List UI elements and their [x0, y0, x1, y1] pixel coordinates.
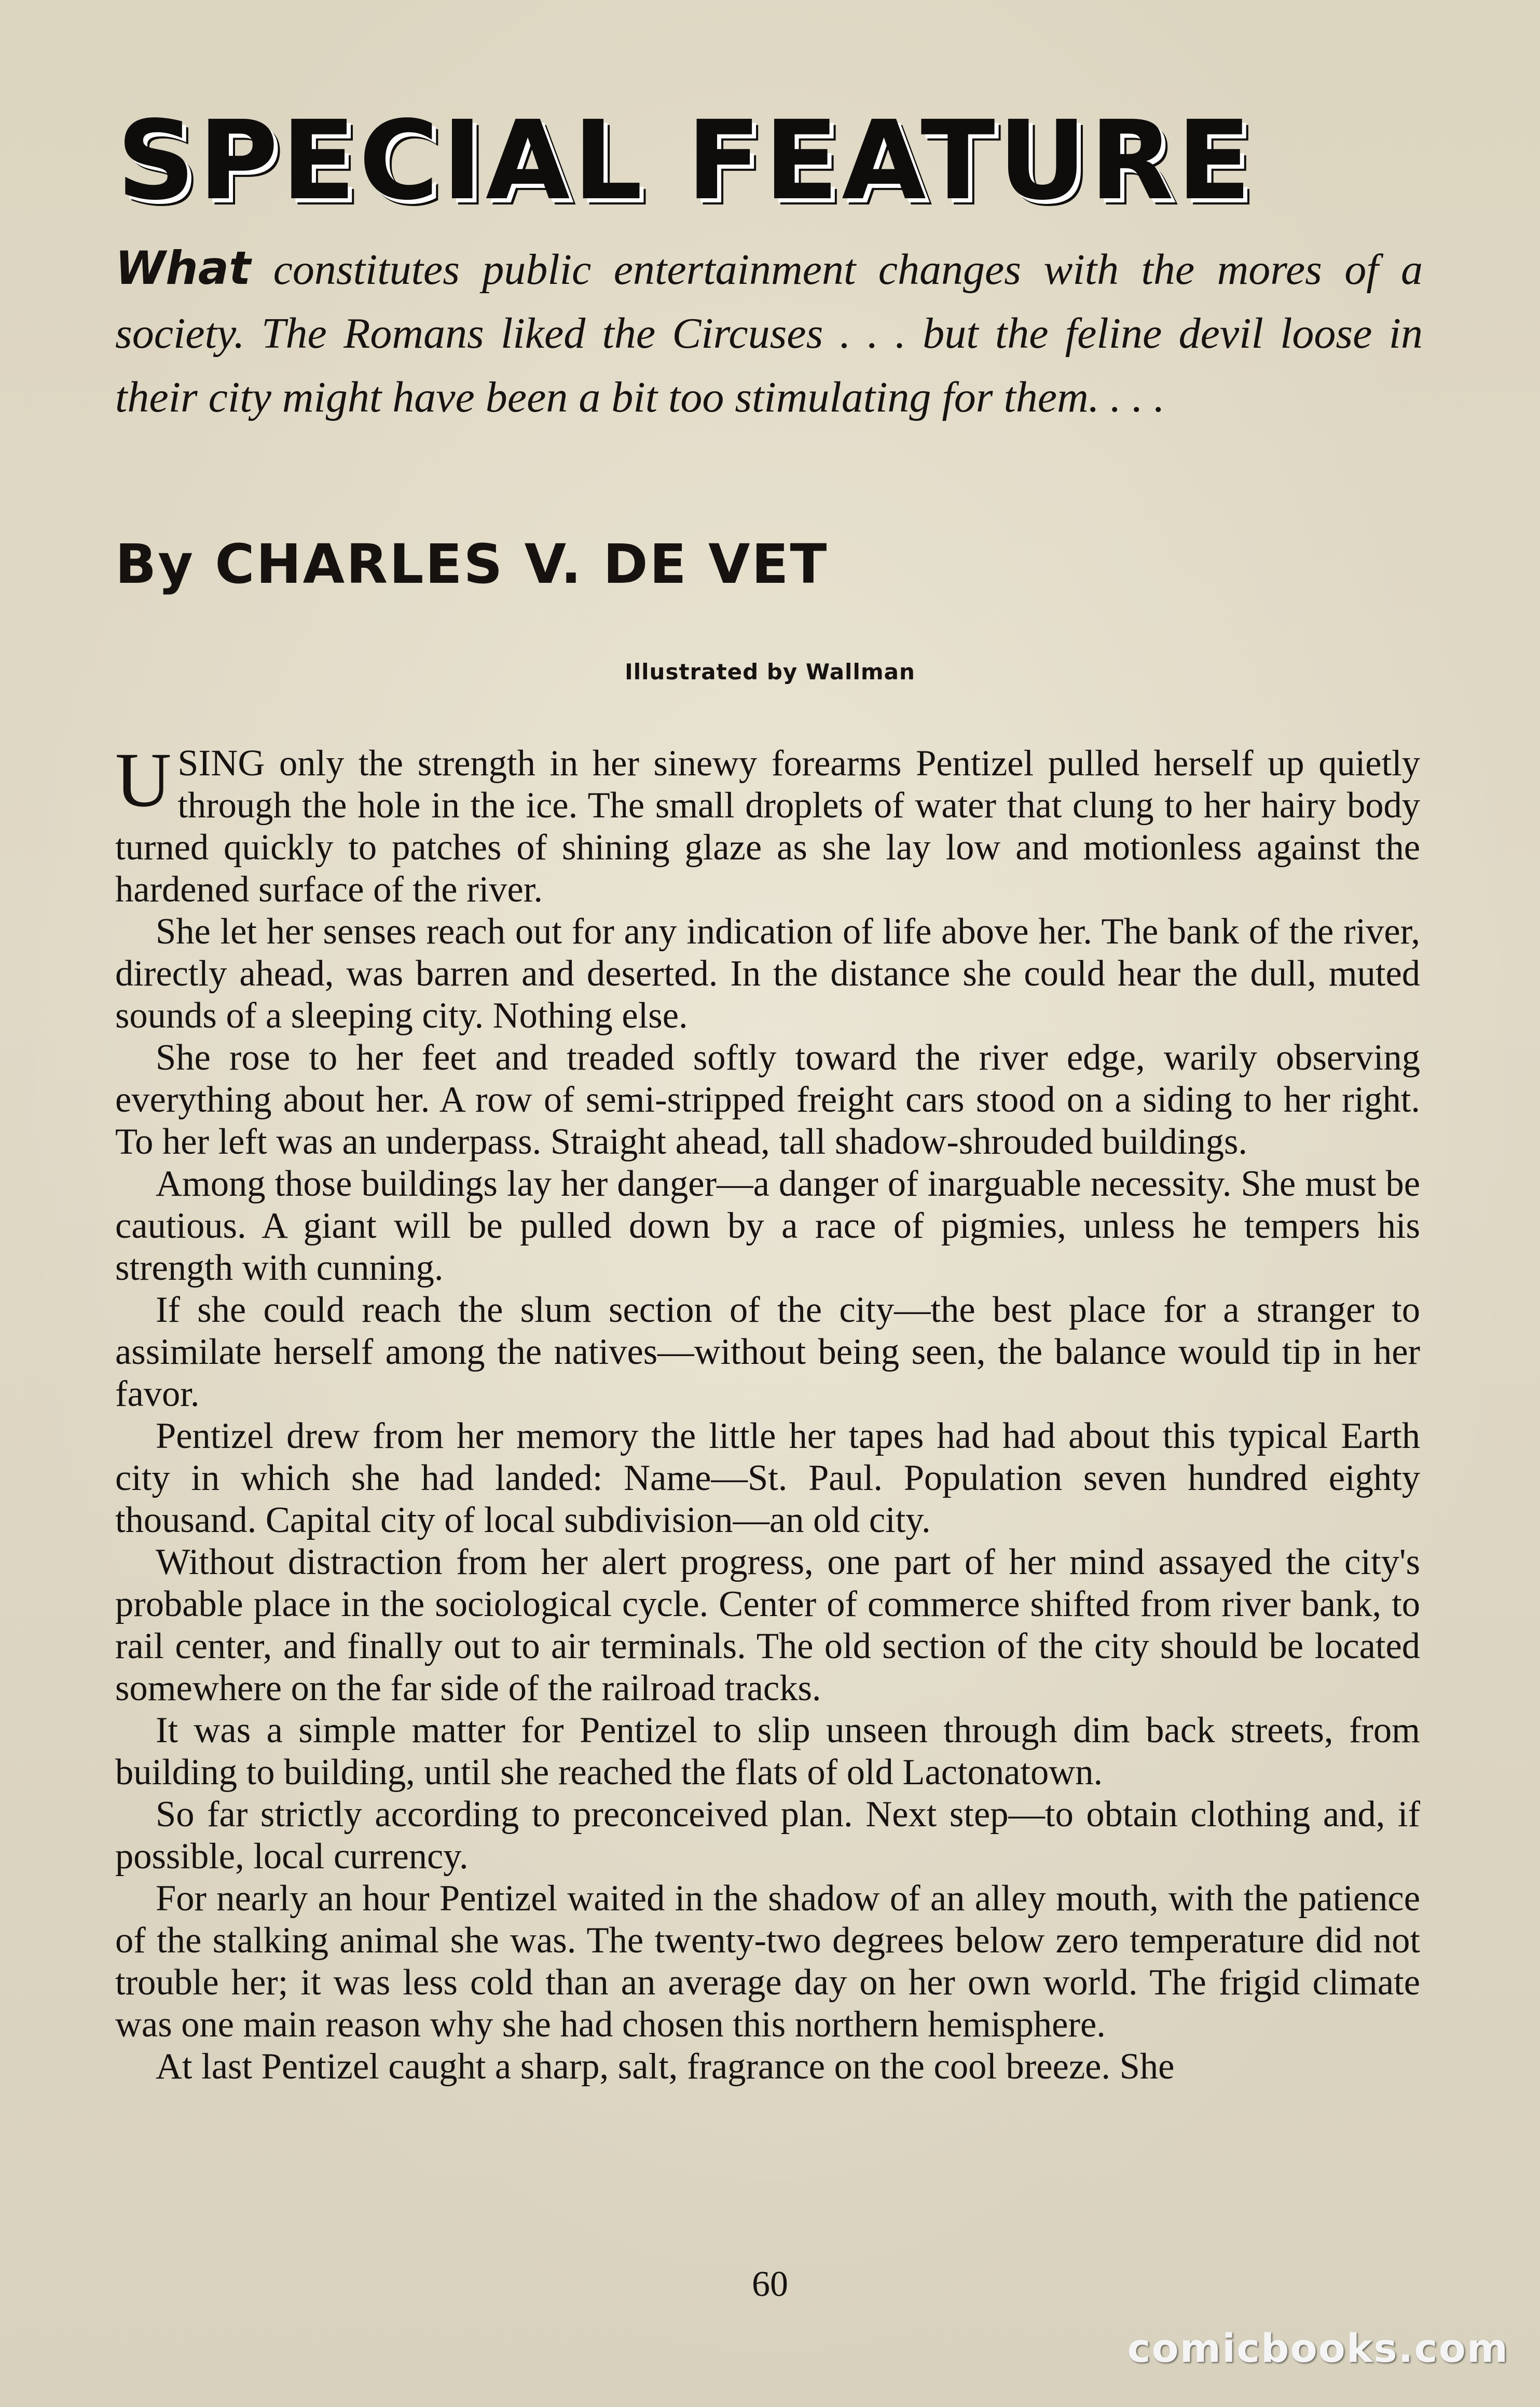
- story-paragraph: So far strictly according to preconceived plan. Next step—to obtain clothing and, if possible, local currency.: [115, 1794, 1420, 1877]
- opening-word: SING: [177, 742, 265, 784]
- intro-blurb: [115, 236, 1423, 429]
- feature-title: SPECIAL FEATURE: [117, 97, 1255, 224]
- story-paragraph: It was a simple matter for Pentizel to slip unseen through dim back streets, from building to building, until she reached the flats of old Lactonatown.: [115, 1710, 1420, 1793]
- intro-lead-word: What: [115, 241, 251, 295]
- story-body: [115, 737, 1420, 2088]
- drop-cap: U: [115, 737, 172, 823]
- story-paragraph: Without distraction from her alert progress, one part of her mind assayed the city's probable place in the sociological cycle. Center of commerce shifted from river bank, to rail center, and finally out to air terminals. The old section of the city should be located somewhere on the far side of the railroad tracks.: [115, 1542, 1420, 1708]
- first-paragraph-text: only the strength in her sinewy forearms Pentizel pulled herself up quietly through the hole in the ice. The small droplets of water that clung to her hairy body turned quickly to patches of shining glaze as she lay low and motionless against the hardened surface of the river.: [115, 743, 1420, 910]
- author-byline: By CHARLES V. DE VET: [115, 532, 829, 596]
- story-paragraph: For nearly an hour Pentizel waited in the shadow of an alley mouth, with the patience of the stalking animal she was. The twenty-two degrees below zero temperature did not trouble her; it was less cold than an average day on her own world. The frigid climate was one main reason why she had chosen this northern hemisphere.: [115, 1878, 1420, 2045]
- story-paragraph: She let her senses reach out for any indication of life above her. The bank of the river, directly ahead, was barren and deserted. In the distance she could hear the dull, muted sounds of a sleeping city. Nothing else.: [115, 911, 1420, 1036]
- story-paragraph: She rose to her feet and treaded softly toward the river edge, warily observing everything about her. A row of semi-stripped freight cars stood on a siding to her right. To her left was an underpass. Straight ahead, tall shadow-shrouded buildings.: [115, 1037, 1420, 1162]
- story-paragraph: At last Pentizel caught a sharp, salt, fragrance on the cool breeze. She: [156, 2046, 1175, 2087]
- page-number: 60: [752, 2264, 788, 2304]
- intro-text: constitutes public entertainment changes with the mores of a society. The Romans liked the Circuses . . . but the feline devil loose in their city might have been a bit too stimulating for them. . . .: [115, 245, 1423, 421]
- story-paragraph: Among those buildings lay her danger—a danger of inarguable necessity. She must be cautious. A giant will be pulled down by a race of pigmies, unless he tempers his strength with cunning.: [115, 1164, 1420, 1288]
- site-watermark: comicbooks.com: [1127, 2325, 1509, 2371]
- story-paragraph: [115, 737, 1420, 911]
- story-paragraph: Pentizel drew from her memory the little her tapes had had about this typical Earth city in which she had landed: Name—St. Paul. Population seven hundred eighty thousand. Capital city of local subdivision—an old city.: [115, 1416, 1420, 1540]
- story-paragraph: If she could reach the slum section of the city—the best place for a stranger to assimilate herself among the natives—without being seen, the balance would tip in her favor.: [115, 1290, 1420, 1414]
- illustration-credit: Illustrated by Wallman: [625, 659, 915, 685]
